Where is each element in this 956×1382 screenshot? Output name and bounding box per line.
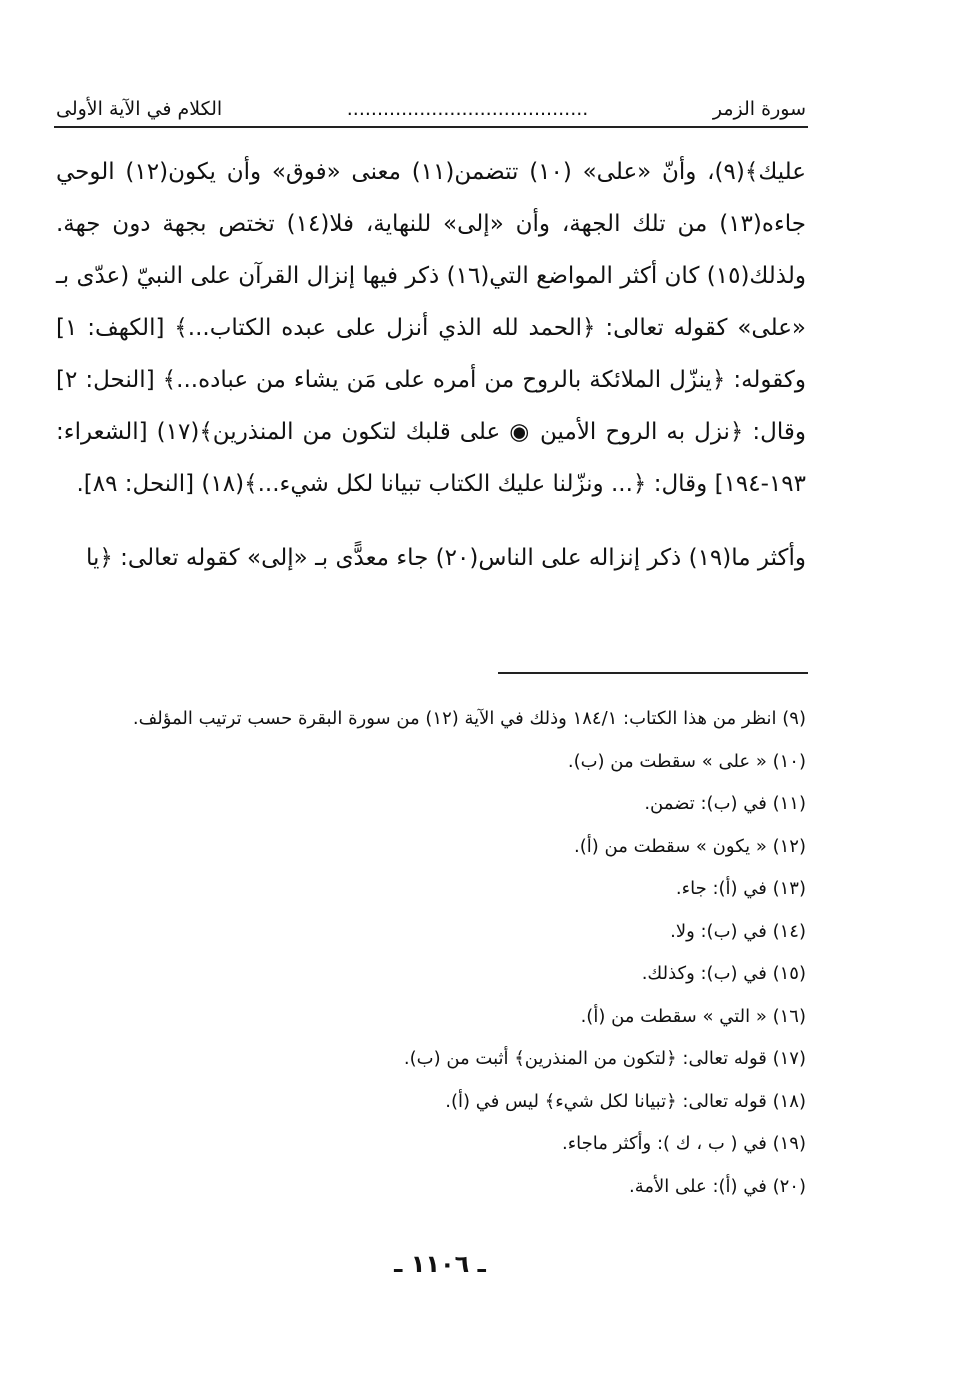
header-section: الكلام في الآية الأولى — [56, 98, 223, 120]
footnote: (٢٠) في (أ): على الأمة. — [629, 1175, 806, 1197]
footnote: (١٢) « يكون » سقطت من (أ). — [574, 835, 806, 857]
header-rule — [54, 126, 808, 128]
footnotes — [56, 698, 806, 1208]
footnote-separator — [498, 672, 808, 674]
header-surah: سورة الزمر — [712, 98, 806, 120]
footnote: (١٦) « التي » سقطت من (أ). — [580, 1005, 806, 1027]
page-number: ـ ١١٠٦ ـ — [394, 1250, 486, 1278]
footnote: (٩) انظر من هذا الكتاب: ١٨٤/١ وذلك في الآية (١٢) من سورة البقرة حسب ترتيب المؤلف. — [132, 708, 806, 729]
footnote: (١١) في (ب): تضمن. — [644, 793, 806, 814]
footnote: (١٠) « على » سقطت من (ب). — [567, 750, 806, 772]
footnote: (١٤) في (ب): ولا. — [670, 920, 806, 942]
paragraph-2: وأكثر ما(١٩) ذكر إنزاله على الناس(٢٠) جاء معدًّى بـ «إلى» كقوله تعالى: ﴿يا — [85, 545, 806, 571]
header-dots: ........................................ — [346, 98, 589, 120]
running-header — [56, 88, 806, 124]
paragraph-1: عليك﴾(٩)، وأنّ «على» (١٠) تتضمن(١١) معنى «فوق» وأن يكون(١٢) الوحي جاءه(١٣) من تلك الجهة، وأن «إلى» للنهاية، فلا(١٤) تختص بجهة دون جهة. ولذلك(١٥) كان أكثر المواضع التي(١٦) ذكر فيها إنزال القرآن على النبيّ (عدّى بـ «على» كقوله تعالى: ﴿الحمد لله الذي أنزل على عبده الكتاب...﴾ [الكهف: ١] وكقوله: ﴿ينزّل الملائكة بالروح من أمره على مَن يشاء من عباده...﴾ [النحل: ٢] وقال: ﴿نزل به الروح الأمين ◉ على قلبك لتكون من المنذرين﴾(١٧) [الشعراء: ١٩٣-١٩٤] وقال: ﴿... ونزّلنا عليك الكتاب تبيانا لكل شيء...﴾(١٨) [النحل: ٨٩]. — [56, 159, 806, 497]
footnote: (١٥) في (ب): وكذلك. — [641, 963, 806, 984]
footnote: (١٧) قوله تعالى: ﴿لتكون من المنذرين﴾ أثبت من (ب). — [403, 1048, 806, 1069]
footnote: (١٣) في (أ): جاء. — [675, 878, 806, 899]
main-text — [56, 146, 806, 584]
footnote: (١٨) قوله تعالى: ﴿تبيانا لكل شيء﴾ ليس في (أ). — [445, 1090, 806, 1112]
footnote: (١٩) في ( ب ، ك ): وأكثر ماجاء. — [561, 1133, 806, 1154]
